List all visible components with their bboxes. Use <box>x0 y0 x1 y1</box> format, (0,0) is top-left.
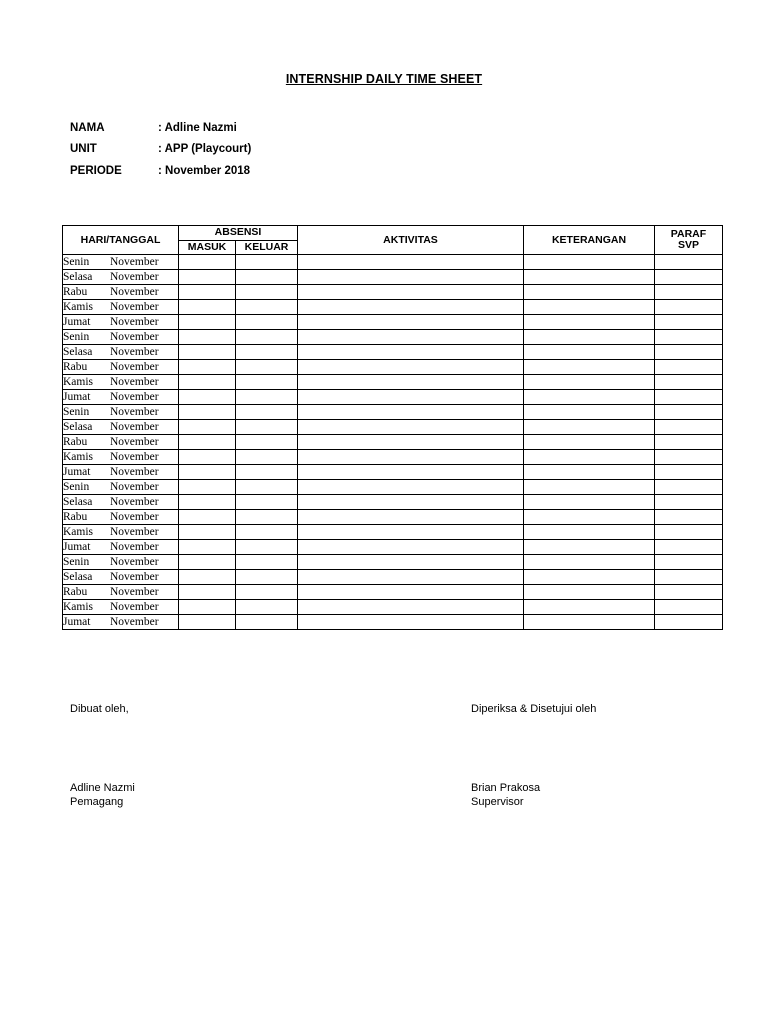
info-label: PERIODE <box>70 164 122 177</box>
aktivitas-cell[interactable] <box>298 510 524 525</box>
prepared-by-role: Pemagang <box>70 796 124 808</box>
aktivitas-cell[interactable] <box>298 435 524 450</box>
table-row <box>63 450 723 465</box>
masuk-cell[interactable] <box>179 435 236 450</box>
keluar-cell[interactable] <box>236 270 298 285</box>
keterangan-cell[interactable] <box>524 480 655 495</box>
table-row <box>63 315 723 330</box>
header-paraf-svp <box>655 226 723 255</box>
info-label: NAMA <box>70 121 105 134</box>
paraf-cell[interactable] <box>655 585 723 600</box>
keterangan-cell[interactable] <box>524 255 655 270</box>
day-month: November <box>110 406 159 419</box>
keterangan-cell[interactable] <box>524 360 655 375</box>
masuk-cell[interactable] <box>179 285 236 300</box>
day-name: Senin <box>63 256 90 269</box>
prepared-by-name: Adline Nazmi <box>70 782 135 794</box>
keterangan-cell[interactable] <box>524 435 655 450</box>
masuk-cell[interactable] <box>179 615 236 630</box>
keluar-cell[interactable] <box>236 360 298 375</box>
header-masuk: MASUK <box>179 240 236 255</box>
info-value: : November 2018 <box>158 164 251 177</box>
day-month: November <box>110 466 159 479</box>
keluar-cell[interactable] <box>236 525 298 540</box>
masuk-cell[interactable] <box>179 330 236 345</box>
day-name: Senin <box>63 556 90 569</box>
masuk-cell[interactable] <box>179 450 236 465</box>
day-month: November <box>110 571 159 584</box>
keluar-cell[interactable] <box>236 495 298 510</box>
masuk-cell[interactable] <box>179 600 236 615</box>
table-row <box>63 600 723 615</box>
info-row-unit <box>70 139 251 161</box>
table-row <box>63 270 723 285</box>
keluar-cell[interactable] <box>236 600 298 615</box>
header-svp-line: SVP <box>677 239 699 252</box>
day-name: Rabu <box>63 286 88 299</box>
approved-by-caption: Diperiksa & Disetujui oleh <box>471 703 597 715</box>
keterangan-cell[interactable] <box>524 300 655 315</box>
paraf-cell[interactable] <box>655 615 723 630</box>
day-name: Selasa <box>63 571 93 584</box>
day-name: Kamis <box>63 451 94 464</box>
paraf-cell[interactable] <box>655 375 723 390</box>
paraf-cell[interactable] <box>655 390 723 405</box>
timesheet-table <box>62 225 723 630</box>
day-cell <box>63 615 179 630</box>
aktivitas-cell[interactable] <box>298 525 524 540</box>
table-row <box>63 435 723 450</box>
aktivitas-cell[interactable] <box>298 360 524 375</box>
day-cell <box>63 585 179 600</box>
table-row <box>63 540 723 555</box>
keterangan-cell[interactable] <box>524 390 655 405</box>
aktivitas-cell[interactable] <box>298 615 524 630</box>
day-cell <box>63 540 179 555</box>
document-title: INTERNSHIP DAILY TIME SHEET <box>285 72 483 86</box>
paraf-cell[interactable] <box>655 495 723 510</box>
keterangan-cell[interactable] <box>524 615 655 630</box>
header-absensi: ABSENSI <box>179 226 298 241</box>
table-row <box>63 300 723 315</box>
approved-by-name: Brian Prakosa <box>471 782 541 794</box>
keterangan-cell[interactable] <box>524 345 655 360</box>
day-cell <box>63 525 179 540</box>
day-name: Selasa <box>63 271 93 284</box>
day-cell <box>63 570 179 585</box>
day-month: November <box>110 271 159 284</box>
paraf-cell[interactable] <box>655 285 723 300</box>
table-row <box>63 495 723 510</box>
paraf-cell[interactable] <box>655 255 723 270</box>
aktivitas-cell[interactable] <box>298 405 524 420</box>
day-month: November <box>110 361 159 374</box>
table-row <box>63 255 723 270</box>
day-name: Rabu <box>63 436 88 449</box>
keluar-cell[interactable] <box>236 540 298 555</box>
day-cell <box>63 330 179 345</box>
paraf-cell[interactable] <box>655 525 723 540</box>
keterangan-cell[interactable] <box>524 555 655 570</box>
masuk-cell[interactable] <box>179 405 236 420</box>
aktivitas-cell[interactable] <box>298 330 524 345</box>
table-row <box>63 615 723 630</box>
keterangan-cell[interactable] <box>524 375 655 390</box>
table-row <box>63 510 723 525</box>
keterangan-cell[interactable] <box>524 495 655 510</box>
aktivitas-cell[interactable] <box>298 495 524 510</box>
keluar-cell[interactable] <box>236 585 298 600</box>
aktivitas-cell[interactable] <box>298 390 524 405</box>
header-aktivitas: AKTIVITAS <box>298 226 524 255</box>
paraf-cell[interactable] <box>655 465 723 480</box>
table-row <box>63 285 723 300</box>
keterangan-cell[interactable] <box>524 510 655 525</box>
keluar-cell[interactable] <box>236 345 298 360</box>
day-month: November <box>110 436 159 449</box>
keterangan-cell[interactable] <box>524 285 655 300</box>
masuk-cell[interactable] <box>179 570 236 585</box>
table-row <box>63 345 723 360</box>
prepared-by-caption: Dibuat oleh, <box>70 703 129 715</box>
paraf-cell[interactable] <box>655 300 723 315</box>
paraf-cell[interactable] <box>655 555 723 570</box>
day-name: Rabu <box>63 586 88 599</box>
table-row <box>63 480 723 495</box>
keterangan-cell[interactable] <box>524 330 655 345</box>
aktivitas-cell[interactable] <box>298 540 524 555</box>
approved-by-block <box>471 781 540 809</box>
day-name: Jumat <box>63 391 91 404</box>
day-cell <box>63 390 179 405</box>
paraf-cell[interactable] <box>655 600 723 615</box>
info-row-periode <box>70 160 251 182</box>
info-block <box>70 117 251 182</box>
timesheet-rows <box>63 255 723 630</box>
day-cell <box>63 495 179 510</box>
aktivitas-cell[interactable] <box>298 300 524 315</box>
keluar-cell[interactable] <box>236 555 298 570</box>
aktivitas-cell[interactable] <box>298 285 524 300</box>
table-row <box>63 465 723 480</box>
day-name: Jumat <box>63 541 91 554</box>
header-keterangan: KETERANGAN <box>524 226 655 255</box>
keluar-cell[interactable] <box>236 615 298 630</box>
day-name: Jumat <box>63 316 91 329</box>
table-row <box>63 525 723 540</box>
day-month: November <box>110 346 159 359</box>
day-cell <box>63 450 179 465</box>
header-paraf-line: PARAF <box>670 228 707 241</box>
masuk-cell[interactable] <box>179 510 236 525</box>
paraf-cell[interactable] <box>655 330 723 345</box>
day-month: November <box>110 316 159 329</box>
header-keluar: KELUAR <box>236 240 298 255</box>
keterangan-cell[interactable] <box>524 450 655 465</box>
day-cell <box>63 270 179 285</box>
day-cell <box>63 405 179 420</box>
aktivitas-cell[interactable] <box>298 270 524 285</box>
day-name: Selasa <box>63 346 93 359</box>
aktivitas-cell[interactable] <box>298 255 524 270</box>
keterangan-cell[interactable] <box>524 570 655 585</box>
paraf-cell[interactable] <box>655 435 723 450</box>
keluar-cell[interactable] <box>236 375 298 390</box>
keluar-cell[interactable] <box>236 255 298 270</box>
masuk-cell[interactable] <box>179 345 236 360</box>
aktivitas-cell[interactable] <box>298 450 524 465</box>
day-month: November <box>110 556 159 569</box>
table-row <box>63 330 723 345</box>
aktivitas-cell[interactable] <box>298 570 524 585</box>
day-month: November <box>110 511 159 524</box>
keterangan-cell[interactable] <box>524 405 655 420</box>
aktivitas-cell[interactable] <box>298 465 524 480</box>
day-name: Senin <box>63 406 90 419</box>
day-cell <box>63 600 179 615</box>
aktivitas-cell[interactable] <box>298 555 524 570</box>
day-cell <box>63 360 179 375</box>
header-hari-tanggal: HARI/TANGGAL <box>63 226 179 255</box>
aktivitas-cell[interactable] <box>298 600 524 615</box>
masuk-cell[interactable] <box>179 315 236 330</box>
day-cell <box>63 465 179 480</box>
table-row <box>63 585 723 600</box>
day-name: Kamis <box>63 601 94 614</box>
paraf-cell[interactable] <box>655 315 723 330</box>
day-month: November <box>110 391 159 404</box>
day-month: November <box>110 541 159 554</box>
day-name: Rabu <box>63 361 88 374</box>
keluar-cell[interactable] <box>236 405 298 420</box>
day-month: November <box>110 586 159 599</box>
keterangan-cell[interactable] <box>524 420 655 435</box>
keterangan-cell[interactable] <box>524 540 655 555</box>
masuk-cell[interactable] <box>179 495 236 510</box>
info-value: : Adline Nazmi <box>158 121 237 134</box>
masuk-cell[interactable] <box>179 255 236 270</box>
paraf-cell[interactable] <box>655 270 723 285</box>
keluar-cell[interactable] <box>236 330 298 345</box>
masuk-cell[interactable] <box>179 585 236 600</box>
paraf-cell[interactable] <box>655 360 723 375</box>
table-row <box>63 420 723 435</box>
masuk-cell[interactable] <box>179 360 236 375</box>
day-month: November <box>110 421 159 434</box>
keluar-cell[interactable] <box>236 510 298 525</box>
day-month: November <box>110 451 159 464</box>
day-cell <box>63 255 179 270</box>
day-name: Jumat <box>63 616 91 629</box>
table-row <box>63 405 723 420</box>
info-row-nama <box>70 117 251 139</box>
keluar-cell[interactable] <box>236 450 298 465</box>
keterangan-cell[interactable] <box>524 600 655 615</box>
paraf-cell[interactable] <box>655 345 723 360</box>
keluar-cell[interactable] <box>236 315 298 330</box>
day-month: November <box>110 256 159 269</box>
day-cell <box>63 315 179 330</box>
aktivitas-cell[interactable] <box>298 480 524 495</box>
day-month: November <box>110 301 159 314</box>
day-name: Selasa <box>63 496 93 509</box>
masuk-cell[interactable] <box>179 390 236 405</box>
table-row <box>63 570 723 585</box>
paraf-cell[interactable] <box>655 480 723 495</box>
paraf-cell[interactable] <box>655 420 723 435</box>
table-row <box>63 360 723 375</box>
day-month: November <box>110 376 159 389</box>
masuk-cell[interactable] <box>179 480 236 495</box>
masuk-cell[interactable] <box>179 540 236 555</box>
masuk-cell[interactable] <box>179 300 236 315</box>
day-month: November <box>110 331 159 344</box>
paraf-cell[interactable] <box>655 405 723 420</box>
day-name: Selasa <box>63 421 93 434</box>
day-name: Rabu <box>63 511 88 524</box>
day-cell <box>63 555 179 570</box>
day-name: Senin <box>63 481 90 494</box>
keterangan-cell[interactable] <box>524 315 655 330</box>
day-month: November <box>110 526 159 539</box>
keterangan-cell[interactable] <box>524 525 655 540</box>
masuk-cell[interactable] <box>179 420 236 435</box>
keluar-cell[interactable] <box>236 465 298 480</box>
day-name: Kamis <box>63 376 94 389</box>
day-name: Jumat <box>63 466 91 479</box>
keluar-cell[interactable] <box>236 435 298 450</box>
day-month: November <box>110 481 159 494</box>
keluar-cell[interactable] <box>236 390 298 405</box>
aktivitas-cell[interactable] <box>298 585 524 600</box>
day-cell <box>63 510 179 525</box>
paraf-cell[interactable] <box>655 510 723 525</box>
keterangan-cell[interactable] <box>524 465 655 480</box>
day-month: November <box>110 496 159 509</box>
day-name: Kamis <box>63 301 94 314</box>
day-name: Senin <box>63 331 90 344</box>
aktivitas-cell[interactable] <box>298 420 524 435</box>
day-name: Kamis <box>63 526 94 539</box>
keluar-cell[interactable] <box>236 480 298 495</box>
aktivitas-cell[interactable] <box>298 315 524 330</box>
day-cell <box>63 435 179 450</box>
prepared-by-block <box>70 781 135 809</box>
day-cell <box>63 420 179 435</box>
masuk-cell[interactable] <box>179 465 236 480</box>
keluar-cell[interactable] <box>236 570 298 585</box>
day-month: November <box>110 616 159 629</box>
keterangan-cell[interactable] <box>524 585 655 600</box>
masuk-cell[interactable] <box>179 270 236 285</box>
table-row <box>63 390 723 405</box>
aktivitas-cell[interactable] <box>298 375 524 390</box>
keluar-cell[interactable] <box>236 285 298 300</box>
table-row <box>63 375 723 390</box>
info-value: : APP (Playcourt) <box>158 143 252 156</box>
keterangan-cell[interactable] <box>524 270 655 285</box>
approved-by-role: Supervisor <box>471 796 524 808</box>
table-row <box>63 555 723 570</box>
aktivitas-cell[interactable] <box>298 345 524 360</box>
day-month: November <box>110 601 159 614</box>
masuk-cell[interactable] <box>179 375 236 390</box>
paraf-cell[interactable] <box>655 450 723 465</box>
day-cell <box>63 375 179 390</box>
info-label: UNIT <box>70 143 97 156</box>
day-month: November <box>110 286 159 299</box>
masuk-cell[interactable] <box>179 555 236 570</box>
day-cell <box>63 480 179 495</box>
paraf-cell[interactable] <box>655 570 723 585</box>
day-cell <box>63 285 179 300</box>
masuk-cell[interactable] <box>179 525 236 540</box>
day-cell <box>63 345 179 360</box>
paraf-cell[interactable] <box>655 540 723 555</box>
day-cell <box>63 300 179 315</box>
keluar-cell[interactable] <box>236 420 298 435</box>
keluar-cell[interactable] <box>236 300 298 315</box>
